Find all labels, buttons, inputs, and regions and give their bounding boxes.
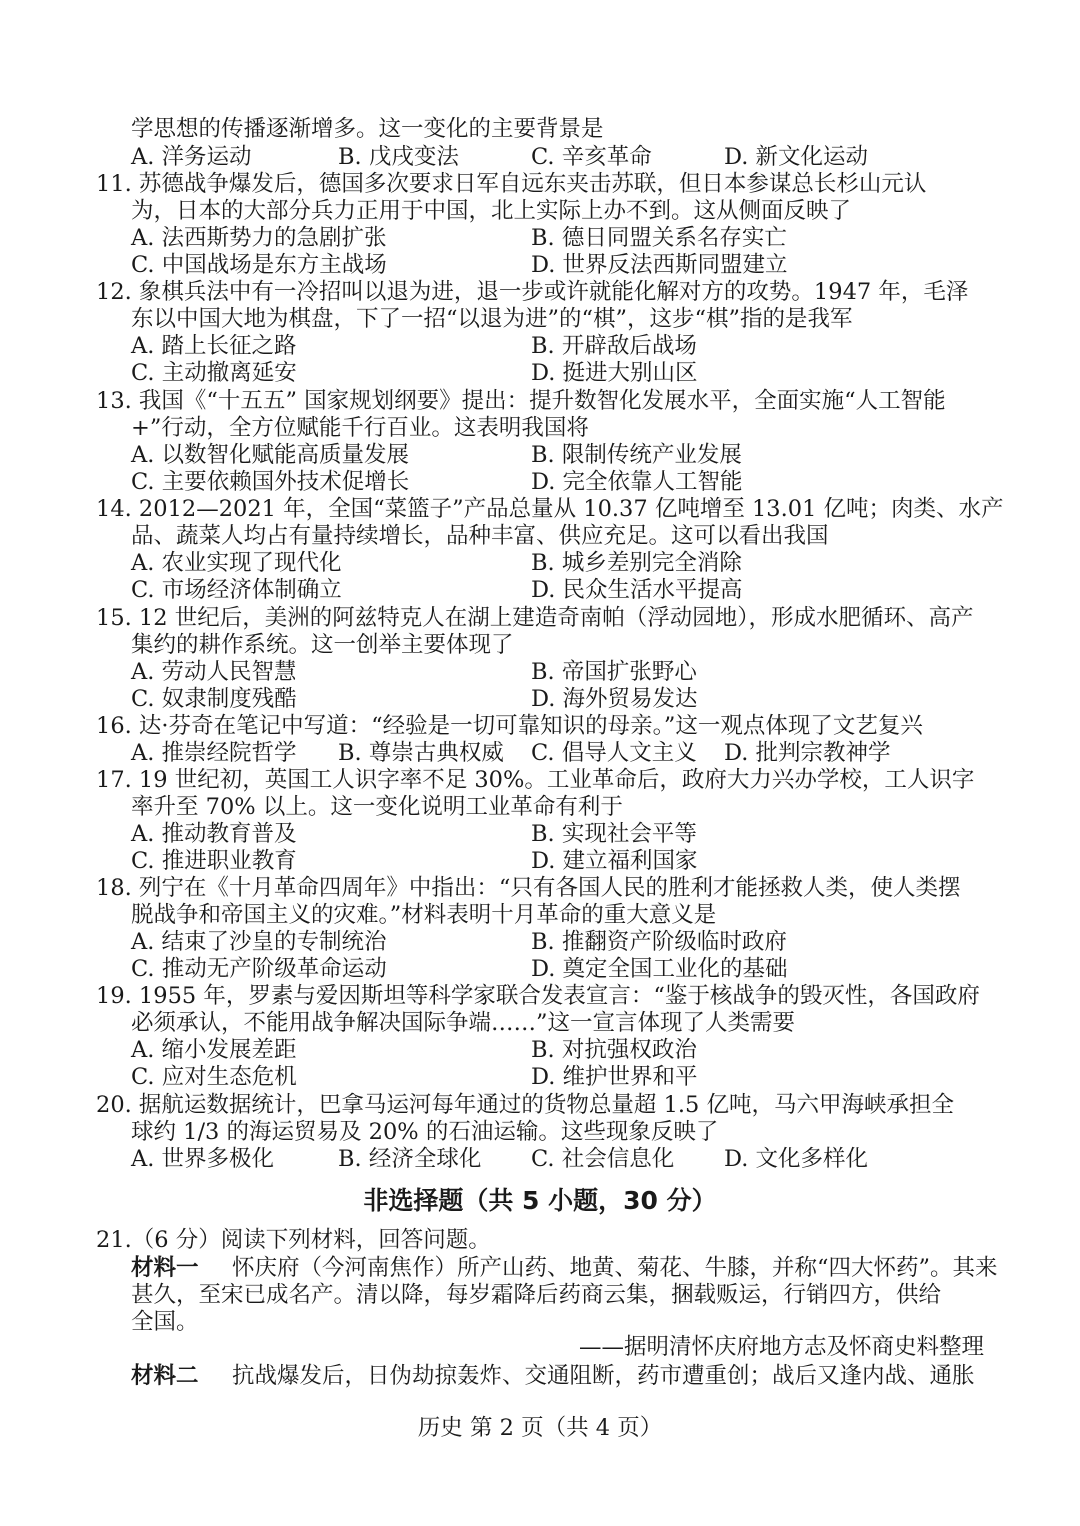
q18-line-2: 脱战争和帝国主义的灾难。”材料表明十月革命的重大意义是: [131, 902, 717, 928]
material-1-source: ——据明清怀庆府地方志及怀商史料整理: [578, 1334, 984, 1360]
q18-option-c: C. 推动无产阶级革命运动: [131, 956, 387, 982]
q14-option-a: A. 农业实现了现代化: [131, 550, 342, 576]
q11-option-d: D. 世界反法西斯同盟建立: [531, 252, 788, 278]
q16-line-1: 16. 达·芬奇在笔记中写道：“经验是一切可靠知识的母亲。”这一观点体现了文艺复兴: [96, 713, 923, 739]
q10-tail: 学思想的传播逐渐增多。这一变化的主要背景是: [131, 116, 604, 142]
q13-line-2: +”行动，全方位赋能千行百业。这表明我国将: [131, 415, 589, 441]
q20-line-1: 20. 据航运数据统计，巴拿马运河每年通过的货物总量超 1.5 亿吨，马六甲海峡承担全: [96, 1092, 955, 1118]
q15-option-b: B. 帝国扩张野心: [531, 659, 697, 685]
q19-line-2: 必须承认，不能用战争解决国际争端……”这一宣言体现了人类需要: [131, 1010, 796, 1036]
page-footer: 历史 第 2 页（共 4 页）: [417, 1415, 663, 1441]
q11-option-b: B. 德日同盟关系名存实亡: [531, 225, 787, 251]
q14-option-c: C. 市场经济体制确立: [131, 577, 342, 603]
material-2-text: 抗战爆发后，日伪劫掠轰炸、交通阻断，药市遭重创；战后又逢内战、通胀: [232, 1363, 975, 1389]
q10-option-b: B. 戊戌变法: [338, 144, 459, 170]
q17-option-c: C. 推进职业教育: [131, 848, 297, 874]
q18-option-a: A. 结束了沙皇的专制统治: [131, 929, 387, 955]
material-1-line-1: 怀庆府（今河南焦作）所产山药、地黄、菊花、牛膝，并称“四大怀药”。其来: [232, 1255, 998, 1281]
q12-option-a: A. 踏上长征之路: [131, 333, 297, 359]
q19-line-1: 19. 1955 年，罗素与爱因斯坦等科学家联合发表宣言：“鉴于核战争的毁灭性，各国政府: [96, 983, 980, 1009]
q16-option-d: D. 批判宗教神学: [724, 740, 891, 766]
q19-option-d: D. 维护世界和平: [531, 1064, 698, 1090]
q13-option-b: B. 限制传统产业发展: [531, 442, 742, 468]
q14-line-2: 品、蔬菜人均占有量持续增长，品种丰富、供应充足。这可以看出我国: [131, 523, 829, 549]
q12-line-2: 东以中国大地为棋盘，下了一招“以退为进”的“棋”，这步“棋”指的是我军: [131, 306, 853, 332]
q19-option-a: A. 缩小发展差距: [131, 1037, 297, 1063]
q18-line-1: 18. 列宁在《十月革命四周年》中指出：“只有各国人民的胜利才能拯救人类，使人类摆: [96, 875, 961, 901]
section-title: 非选择题（共 5 小题，30 分）: [363, 1186, 717, 1215]
q12-line-1: 12. 象棋兵法中有一冷招叫以退为进，退一步或许就能化解对方的攻势。1947 年，毛泽: [96, 279, 969, 305]
q17-line-2: 率升至 70% 以上。这一变化说明工业革命有利于: [131, 794, 623, 820]
q20-option-b: B. 经济全球化: [338, 1146, 482, 1172]
q18-option-b: B. 推翻资产阶级临时政府: [531, 929, 787, 955]
q17-option-b: B. 实现社会平等: [531, 821, 697, 847]
q21-intro: 21.（6 分）阅读下列材料，回答问题。: [96, 1227, 491, 1253]
q14-option-b: B. 城乡差别完全消除: [531, 550, 742, 576]
q20-line-2: 球约 1/3 的海运贸易及 20% 的石油运输。这些现象反映了: [131, 1119, 719, 1145]
q10-option-c: C. 辛亥革命: [531, 144, 652, 170]
material-2-label: 材料二: [131, 1363, 199, 1389]
q14-option-d: D. 民众生活水平提高: [531, 577, 743, 603]
q16-option-b: B. 尊崇古典权威: [338, 740, 504, 766]
q20-option-d: D. 文化多样化: [724, 1146, 869, 1172]
q15-line-1: 15. 12 世纪后，美洲的阿兹特克人在湖上建造奇南帕（浮动园地），形成水肥循环、高产: [96, 605, 974, 631]
q13-option-a: A. 以数智化赋能高质量发展: [131, 442, 410, 468]
material-1-line-2: 甚久，至宋已成名产。清以降，每岁霜降后药商云集，捆载贩运，行销四方，供给: [131, 1282, 942, 1308]
q14-line-1: 14. 2012—2021 年，全国“菜篮子”产品总量从 10.37 亿吨增至 13.01 亿吨；肉类、水产: [96, 496, 1004, 522]
q16-option-a: A. 推崇经院哲学: [131, 740, 297, 766]
q11-option-c: C. 中国战场是东方主战场: [131, 252, 387, 278]
q12-option-c: C. 主动撤离延安: [131, 360, 297, 386]
q13-line-1: 13. 我国《“十五五” 国家规划纲要》提出：提升数智化发展水平，全面实施“人工智能: [96, 388, 946, 414]
q19-option-b: B. 对抗强权政治: [531, 1037, 697, 1063]
q13-option-c: C. 主要依赖国外技术促增长: [131, 469, 410, 495]
q15-option-d: D. 海外贸易发达: [531, 686, 698, 712]
q17-line-1: 17. 19 世纪初，英国工人识字率不足 30%。工业革命后，政府大力兴办学校，工人识字: [96, 767, 975, 793]
q15-option-a: A. 劳动人民智慧: [131, 659, 297, 685]
q20-option-a: A. 世界多极化: [131, 1146, 275, 1172]
q18-option-d: D. 奠定全国工业化的基础: [531, 956, 788, 982]
q20-option-c: C. 社会信息化: [531, 1146, 675, 1172]
q10-option-d: D. 新文化运动: [724, 144, 869, 170]
q12-option-d: D. 挺进大别山区: [531, 360, 698, 386]
q15-option-c: C. 奴隶制度残酷: [131, 686, 297, 712]
material-1-label: 材料一: [131, 1255, 199, 1281]
q11-option-a: A. 法西斯势力的急剧扩张: [131, 225, 387, 251]
q12-option-b: B. 开辟敌后战场: [531, 333, 697, 359]
q10-option-a: A. 洋务运动: [131, 144, 252, 170]
q11-line-2: 为，日本的大部分兵力正用于中国，北上实际上办不到。这从侧面反映了: [131, 198, 852, 224]
material-1-line-3: 全国。: [131, 1309, 199, 1335]
q17-option-a: A. 推动教育普及: [131, 821, 297, 847]
q19-option-c: C. 应对生态危机: [131, 1064, 297, 1090]
q15-line-2: 集约的耕作系统。这一创举主要体现了: [131, 632, 514, 658]
q13-option-d: D. 完全依靠人工智能: [531, 469, 743, 495]
q11-line-1: 11. 苏德战争爆发后，德国多次要求日军自远东夹击苏联，但日本参谋总长杉山元认: [96, 171, 927, 197]
q16-option-c: C. 倡导人文主义: [531, 740, 697, 766]
q17-option-d: D. 建立福利国家: [531, 848, 698, 874]
